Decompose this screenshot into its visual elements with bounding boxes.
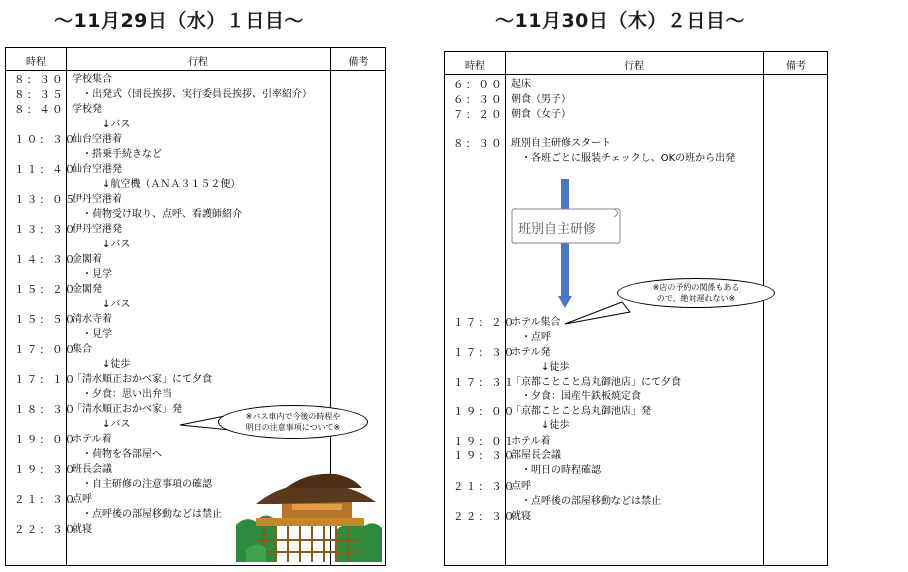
- row-plan: 清水寺着: [72, 314, 112, 325]
- row-time: ２１：３０: [453, 481, 517, 493]
- row-time: ２２：３０: [14, 524, 78, 536]
- row-plan: ホテル着: [511, 436, 551, 447]
- header-note: 備考: [348, 57, 369, 68]
- row-plan: 伊丹空港発: [72, 224, 122, 235]
- row-time: ８：３５: [14, 89, 65, 101]
- row-time: １１：４０: [14, 164, 78, 176]
- callout-line: 明日の注意事項について※: [245, 423, 341, 432]
- row-time: １５：２０: [14, 284, 78, 296]
- kiyomizu-temple-illustration: [236, 470, 382, 562]
- callout-line: ので、絶対遅れない※: [656, 294, 736, 303]
- header-time: 時程: [465, 61, 485, 72]
- row-time: １７：２０: [453, 317, 517, 329]
- row-plan: ↓バス: [72, 119, 131, 130]
- row-plan: ・点呼: [511, 332, 551, 343]
- row-time: １４：３０: [14, 254, 78, 266]
- row-plan: 仙台空港着: [72, 134, 122, 145]
- row-time: ２２：３０: [453, 511, 517, 523]
- row-time: １３：０５: [14, 194, 78, 206]
- row-plan: 金閣着: [72, 254, 102, 265]
- row-time: １８：３０: [14, 404, 78, 416]
- column-divider: [66, 48, 67, 565]
- header-plan: 行程: [188, 57, 208, 68]
- row-plan: ↓徒歩: [72, 359, 131, 370]
- row-plan: 学校発: [72, 104, 102, 115]
- row-plan: ホテル発: [511, 347, 551, 358]
- row-time: １７：３０: [453, 347, 517, 359]
- row-time: １９：０１: [453, 436, 517, 448]
- row-time: ８：３０: [453, 138, 504, 150]
- row-plan: ・搭乗手続きなど: [72, 149, 162, 160]
- row-time: ６：００: [453, 79, 504, 91]
- row-time: １９：３０: [453, 450, 517, 462]
- row-plan: 朝食（男子）: [511, 94, 571, 105]
- row-plan: ・見学: [72, 329, 112, 340]
- row-plan: 仙台空港発: [72, 164, 122, 175]
- row-plan: ↓徒歩: [511, 420, 570, 431]
- row-time: １９：００: [14, 434, 78, 446]
- row-time: ８：３０: [14, 74, 65, 86]
- row-plan: 起床: [511, 79, 531, 90]
- row-plan: ↓バス: [72, 299, 131, 310]
- row-plan: 「京都ことこと烏丸御池店」発: [511, 406, 651, 417]
- row-plan: ・自主研修の注意事項の確認: [72, 479, 212, 490]
- restaurant-note-callout: [617, 278, 775, 308]
- row-time: １５：５０: [14, 314, 78, 326]
- row-plan: 「清水順正おかべ家」にて夕食: [72, 374, 212, 385]
- table-header: [6, 48, 385, 71]
- row-plan: ・各班ごとに服装チェックし、OKの班から出発: [511, 153, 736, 164]
- table-header: [445, 52, 827, 75]
- row-plan: ・出発式（団長挨拶、実行委員長挨拶、引率紹介）: [72, 89, 312, 100]
- row-time: ６：３０: [453, 94, 504, 106]
- row-time: １９：００: [453, 406, 517, 418]
- row-plan: ホテル着: [72, 434, 112, 445]
- row-time: ２１：３０: [14, 494, 78, 506]
- row-time: １９：３０: [14, 464, 78, 476]
- callout-line: ※バス車内で今後の時程や: [245, 412, 341, 421]
- row-plan: ・荷物を各部屋へ: [72, 449, 162, 460]
- row-plan: ・夕食：思い出弁当: [72, 389, 172, 400]
- row-plan: ↓バス: [72, 419, 131, 430]
- row-time: ８：４０: [14, 104, 65, 116]
- row-plan: 朝食（女子）: [511, 109, 571, 120]
- row-plan: ・夕食：国産牛鉄板焼定食: [511, 391, 641, 402]
- day1-title: ～11月29日（水）１日目～: [54, 10, 304, 32]
- row-plan: 金閣発: [72, 284, 102, 295]
- row-plan: ↓航空機（ＡＮＡ３１５２便）: [72, 179, 241, 190]
- row-plan: ・明日の時程確認: [511, 465, 601, 476]
- row-time: １７：１０: [14, 374, 78, 386]
- row-plan: 点呼: [72, 494, 92, 505]
- row-plan: ・点呼後の部屋移動などは禁止: [511, 496, 661, 507]
- row-plan: ・荷物受け取り、点呼、看護師紹介: [72, 209, 242, 220]
- row-plan: 集合: [72, 344, 92, 355]
- row-plan: 班長会議: [72, 464, 112, 475]
- row-plan: 就寝: [511, 511, 531, 522]
- row-plan: ↓徒歩: [511, 362, 570, 373]
- row-time: １０：３０: [14, 134, 78, 146]
- bus-note-callout: [218, 405, 368, 439]
- row-time: １７：００: [14, 344, 78, 356]
- row-plan: 部屋長会議: [511, 450, 561, 461]
- row-plan: 班別自主研修スタート: [511, 138, 611, 149]
- row-plan: ホテル集合: [511, 317, 561, 328]
- row-plan: 学校集合: [72, 74, 112, 85]
- callout-line: ※店の予約の関係もある: [652, 283, 740, 292]
- row-plan: 就寝: [72, 524, 92, 535]
- row-time: １３：３０: [14, 224, 78, 236]
- header-note: 備考: [786, 61, 806, 72]
- row-time: ７：２０: [453, 109, 504, 121]
- row-plan: 点呼: [511, 481, 531, 492]
- row-plan: ・見学: [72, 269, 112, 280]
- self-study-banner: 班別自主研修: [518, 222, 597, 237]
- row-plan: ・点呼後の部屋移動などは禁止: [72, 509, 222, 520]
- row-time: １７：３１: [453, 377, 517, 389]
- row-plan: 「京都ことこと烏丸御池店」にて夕食: [511, 377, 681, 388]
- header-plan: 行程: [624, 61, 644, 72]
- row-plan: 「清水順正おかべ家」発: [72, 404, 182, 415]
- header-time: 時程: [26, 57, 46, 68]
- row-plan: ↓バス: [72, 239, 131, 250]
- day2-title: ～11月30日（木）２日目～: [495, 10, 745, 32]
- row-plan: 伊丹空港着: [72, 194, 122, 205]
- column-divider: [763, 52, 764, 565]
